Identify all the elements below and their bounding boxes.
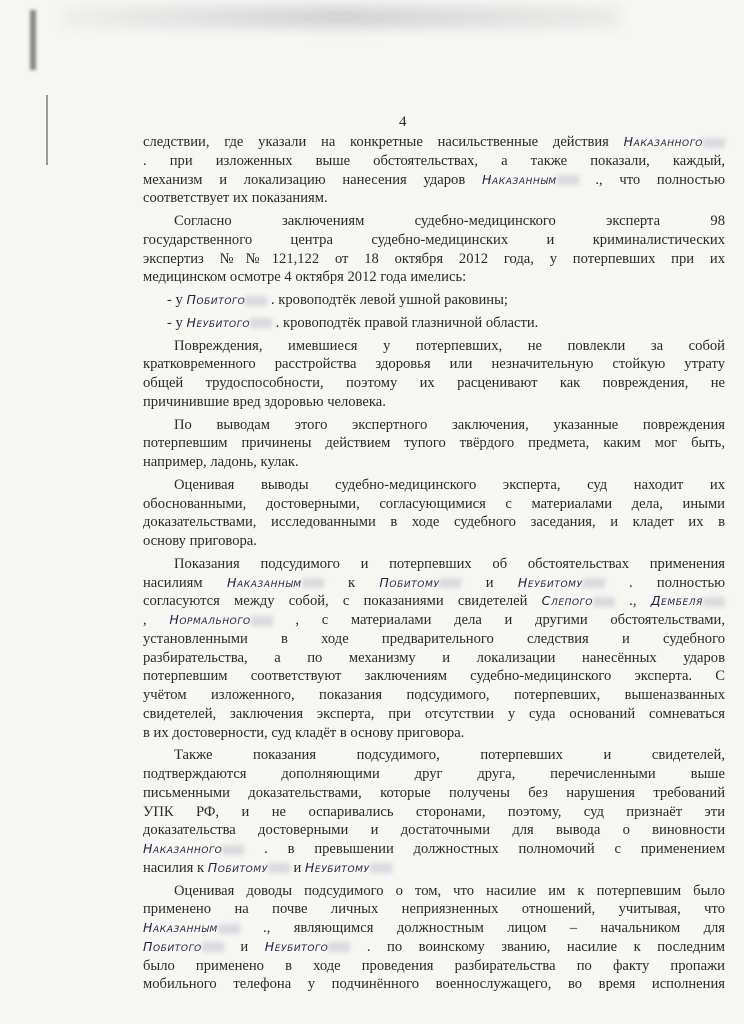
- text-line: [143, 434, 725, 453]
- printed-text: ., что полностью: [578, 171, 725, 188]
- handwritten-name: Неубитого: [264, 938, 329, 954]
- text-line: [143, 268, 725, 287]
- text-line: [143, 574, 725, 593]
- scan-artifact-top: [60, 6, 620, 28]
- document-body: [143, 133, 725, 994]
- redacted-initials: [703, 138, 725, 148]
- printed-text: экспертиз №№121,122 от 18 октября 2012 года, у потерпевших при их: [143, 250, 725, 267]
- redacted-initials: [557, 175, 579, 185]
- text-line: [143, 513, 725, 532]
- redacted-initials: [593, 597, 615, 607]
- printed-text: общей трудоспособности, поэтому их расценивают как повреждения, не: [143, 375, 725, 391]
- text-line: [143, 900, 725, 919]
- printed-text: Показания подсудимого и потерпевших об обстоятельствах применения: [174, 555, 725, 572]
- text-line: [143, 705, 725, 724]
- text-line: [143, 495, 725, 514]
- redacted-initials: [222, 845, 244, 855]
- printed-text: - у: [167, 292, 187, 308]
- printed-text: свидетелей, заключения эксперта, при отсутствии у суда оснований сомневаться: [143, 705, 725, 722]
- printed-text: государственного центра судебно-медицинских и криминалистических: [143, 231, 725, 248]
- printed-text: . по воинскому званию, насилие к последним: [350, 938, 725, 955]
- text-line: [143, 746, 725, 765]
- redacted-initials: [328, 942, 350, 952]
- printed-text: . кровоподтёк левой ушной раковины;: [267, 292, 508, 308]
- paragraph: [143, 416, 725, 472]
- printed-text: соответствует их показаниям.: [143, 190, 328, 207]
- text-line: [143, 152, 725, 171]
- printed-text: и: [223, 938, 265, 955]
- text-line: [143, 337, 725, 356]
- printed-text: ,: [143, 612, 170, 628]
- paragraph: [143, 212, 725, 287]
- text-line: [143, 476, 725, 495]
- printed-text: в их достоверности, суд кладёт в основу приговора.: [143, 724, 465, 741]
- redacted-initials: [268, 863, 290, 873]
- paragraph: [143, 291, 725, 310]
- printed-text: потерпевшим причинены действием тупого твёрдого предмета, каким мог быть,: [143, 435, 725, 452]
- redacted-initials: [245, 296, 267, 306]
- printed-text: например, ладонь, кулак.: [143, 454, 299, 470]
- paragraph: [143, 882, 725, 995]
- printed-text: насилиям: [143, 574, 227, 591]
- text-line: [143, 821, 725, 840]
- redacted-initials: [251, 616, 273, 626]
- handwritten-name: Наказанного: [143, 841, 223, 856]
- printed-text: .,: [614, 593, 651, 610]
- text-line: [143, 975, 725, 994]
- printed-text: . кровоподтёк правой глазничной области.: [272, 314, 539, 331]
- printed-text: . полностью: [604, 574, 726, 591]
- handwritten-name: Наказанным: [143, 920, 218, 935]
- text-line: [143, 938, 725, 957]
- paragraph: [143, 555, 725, 743]
- printed-text: насилия к: [143, 859, 208, 876]
- redacted-initials: [583, 578, 605, 588]
- redacted-initials: [302, 578, 324, 588]
- printed-text: причинившие вред здоровью человека.: [143, 393, 386, 410]
- printed-text: учётом изложенного, показания подсудимого, потерпевших, вышеназванных: [143, 687, 725, 703]
- paragraph: [143, 746, 725, 877]
- text-line: [143, 803, 725, 822]
- text-line: [143, 957, 725, 976]
- printed-text: мобильного телефона у подчинённого военнослужащего, во время исполнения: [143, 976, 725, 993]
- printed-text: доказательства достоверными и достаточными для вывода о виновности: [143, 822, 725, 839]
- text-line: [143, 784, 725, 803]
- redacted-initials: [250, 318, 272, 328]
- text-line: [143, 355, 725, 374]
- printed-text: было применено в ходе проведения разбирательства по факту пропажи: [143, 957, 725, 974]
- scan-artifact-left: [30, 10, 36, 70]
- printed-text: УПК РФ, и не оспаривались сторонами, поэтому, суд признаёт эти: [143, 803, 725, 820]
- handwritten-name: Наказанного: [623, 134, 703, 149]
- handwritten-name: Побитому: [207, 859, 268, 875]
- redacted-initials: [439, 578, 461, 588]
- redacted-initials: [370, 863, 392, 873]
- text-line: [143, 667, 725, 686]
- paragraph: [143, 337, 725, 412]
- handwritten-name: Побитого: [186, 292, 246, 307]
- text-line: [143, 291, 725, 310]
- handwritten-name: Неубитому: [517, 574, 583, 590]
- printed-text: применено на почве личных неприязненных отношений, учитывая, что: [143, 901, 725, 918]
- printed-text: потерпевшим соответствуют заключениям судебно-медицинского эксперта. С: [143, 668, 725, 685]
- text-line: [143, 649, 725, 668]
- text-line: [143, 765, 725, 784]
- printed-text: обоснованными, достоверными, согласующимися с материалами дела, иными: [143, 495, 725, 512]
- printed-text: ., являющимся должностным лицом – начальником для: [239, 920, 725, 936]
- printed-text: - у: [167, 314, 187, 331]
- printed-text: По выводам этого экспертного заключения, указанные повреждения: [174, 416, 725, 433]
- printed-text: установленными в ходе предварительного следствия и судебного: [143, 630, 725, 647]
- text-line: [143, 416, 725, 435]
- printed-text: Также показания подсудимого, потерпевших и свидетелей,: [174, 747, 725, 764]
- scan-artifact-left-line: [46, 95, 48, 165]
- printed-text: Оценивая выводы судебно-медицинского эксперта, суд находит их: [174, 476, 725, 493]
- text-line: [143, 374, 725, 393]
- printed-text: разбирательства, а по механизму и локализации нанесённых ударов: [143, 649, 725, 666]
- page-number: 4: [399, 114, 407, 130]
- text-line: [143, 231, 725, 250]
- printed-text: основу приговора.: [143, 533, 257, 549]
- handwritten-name: Слепого: [541, 593, 593, 609]
- printed-text: доказательствами, исследованными в ходе судебного заседания, и кладет их в: [143, 514, 725, 531]
- printed-text: . при изложенных выше обстоятельствах, а также показали, каждый,: [143, 152, 725, 169]
- printed-text: , с материалами дела и другими обстоятельствами,: [272, 612, 726, 628]
- printed-text: Оценивая доводы подсудимого о том, что насилие им к потерпевшим было: [174, 882, 725, 899]
- text-line: [143, 882, 725, 901]
- printed-text: . в превышении должностных полномочий с применением: [244, 841, 725, 857]
- handwritten-name: Нормального: [169, 612, 251, 627]
- text-line: [143, 919, 725, 938]
- printed-text: и: [289, 859, 305, 876]
- redacted-initials: [703, 597, 725, 607]
- text-line: [143, 250, 725, 269]
- printed-text: к: [323, 574, 380, 591]
- text-line: [143, 171, 725, 190]
- text-line: [143, 453, 725, 472]
- handwritten-name: Неубитого: [186, 314, 251, 330]
- paragraph: [143, 314, 725, 333]
- text-line: [143, 859, 725, 878]
- text-line: [143, 611, 725, 630]
- paragraph: [143, 476, 725, 551]
- paragraph: [143, 133, 725, 208]
- text-line: [143, 840, 725, 859]
- text-line: [143, 686, 725, 705]
- text-line: [143, 724, 725, 743]
- handwritten-name: Побитому: [379, 574, 440, 590]
- text-line: [143, 189, 725, 208]
- text-line: [143, 212, 725, 231]
- printed-text: Согласно заключениям судебно-медицинского эксперта 98: [174, 213, 725, 229]
- text-line: [143, 555, 725, 574]
- text-line: [143, 532, 725, 551]
- text-line: [143, 393, 725, 412]
- handwritten-name: Неубитому: [304, 859, 370, 875]
- handwritten-name: Наказанным: [226, 574, 302, 590]
- printed-text: кратковременного расстройства здоровья или незначительную стойкую утрату: [143, 356, 725, 373]
- printed-text: Повреждения, имевшиеся у потерпевших, не повлекли за собой: [174, 337, 725, 354]
- handwritten-name: Побитого: [143, 938, 202, 954]
- text-line: [143, 314, 725, 333]
- text-line: [143, 592, 725, 611]
- printed-text: согласуются между собой, с показаниями свидетелей: [143, 593, 542, 610]
- text-line: [143, 630, 725, 649]
- printed-text: следствии, где указали на конкретные насильственные действия: [143, 134, 624, 150]
- printed-text: медицинском осмотре 4 октября 2012 года имелись:: [143, 269, 467, 286]
- printed-text: подтверждаются дополняющими друг друга, перечисленными выше: [143, 766, 725, 782]
- printed-text: механизм и локализацию нанесения ударов: [143, 171, 482, 188]
- redacted-initials: [202, 942, 224, 952]
- printed-text: письменными доказательствами, которые получены без нарушения требований: [143, 784, 725, 801]
- text-line: [143, 133, 725, 152]
- printed-text: и: [461, 574, 518, 591]
- handwritten-name: Наказанным: [481, 171, 557, 187]
- handwritten-name: Дембеля: [650, 593, 703, 609]
- redacted-initials: [218, 924, 240, 934]
